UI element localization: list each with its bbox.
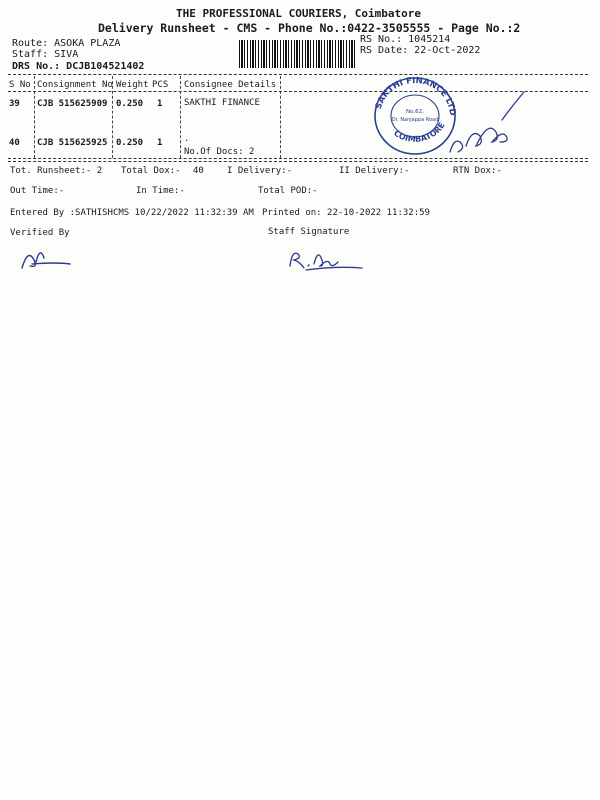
staff-label: Staff: SIVA xyxy=(12,49,79,60)
rs-date: RS Date: 22-Oct-2022 xyxy=(360,45,481,56)
svg-text:COIMBATORE xyxy=(392,121,447,144)
col-header-consignee: Consignee Details xyxy=(184,80,277,90)
printed-on: Printed on: 22-10-2022 11:32:59 xyxy=(262,208,430,218)
row-39-consignee: SAKTHI FINANCE xyxy=(184,98,260,108)
col-divider xyxy=(34,76,35,158)
i-delivery: I Delivery:- xyxy=(227,166,293,176)
total-dox-value: 40 xyxy=(193,166,204,176)
route-label: Route: ASOKA PLAZA xyxy=(12,38,121,49)
drs-number: DRS No.: DCJB104521402 xyxy=(12,61,145,72)
col-divider xyxy=(280,76,281,158)
stamp-line1: No.62, xyxy=(406,109,424,115)
no-of-docs: No.Of Docs: 2 xyxy=(184,147,255,157)
col-header-consignment: Consignment No xyxy=(37,80,113,90)
ii-delivery: II Delivery:- xyxy=(339,166,410,176)
row-40-consignment: CJB 515625925 xyxy=(37,138,108,148)
staff-signature-label: Staff Signature xyxy=(268,227,350,237)
row-39-consignment: CJB 515625909 xyxy=(37,99,108,109)
company-title: THE PROFESSIONAL COURIERS, Coimbatore xyxy=(176,7,422,20)
row-40-sno: 40 xyxy=(9,138,20,148)
stamp-line2: Dr. Nanjappa Road xyxy=(391,117,439,123)
out-time: Out Time:- xyxy=(10,186,65,196)
row-39-pcs: 1 xyxy=(157,99,163,109)
col-header-pcs: PCS xyxy=(152,80,169,90)
stamp-top-text: SAKTHI FINANCE LTD xyxy=(373,75,458,117)
staff-signature xyxy=(286,244,376,274)
col-header-weight: Weight xyxy=(116,80,149,90)
runsheet-subtitle: Delivery Runsheet - CMS - Phone No.:0422-3505555 - Page No.:2 xyxy=(98,21,521,35)
verifier-signature xyxy=(18,244,88,272)
barcode xyxy=(239,40,355,68)
rtn-dox: RTN Dox:- xyxy=(453,166,502,176)
verified-by-label: Verified By xyxy=(10,228,70,238)
entered-by: Entered By :SATHISHCMS 10/22/2022 11:32:39 AM xyxy=(10,208,254,218)
row-40-consignee: . xyxy=(184,134,190,144)
total-pod: Total POD:- xyxy=(258,186,318,196)
row-40-weight: 0.250 xyxy=(116,138,144,148)
in-time: In Time:- xyxy=(136,186,185,196)
row-40-pcs: 1 xyxy=(157,138,163,148)
col-divider xyxy=(180,76,181,158)
col-header-sno: S No xyxy=(9,80,31,90)
totals-rule xyxy=(8,161,588,162)
tot-runsheet: Tot. Runsheet:- 2 xyxy=(10,166,103,176)
table-top-rule xyxy=(8,74,588,75)
rs-number: RS No.: 1045214 xyxy=(360,34,451,45)
row-39-sno: 39 xyxy=(9,99,20,109)
total-dox-label: Total Dox:- xyxy=(121,166,181,176)
receiver-signature xyxy=(440,90,530,160)
stamp-bottom-text: COIMBATORE xyxy=(392,120,447,144)
row-39-weight: 0.250 xyxy=(116,99,144,109)
